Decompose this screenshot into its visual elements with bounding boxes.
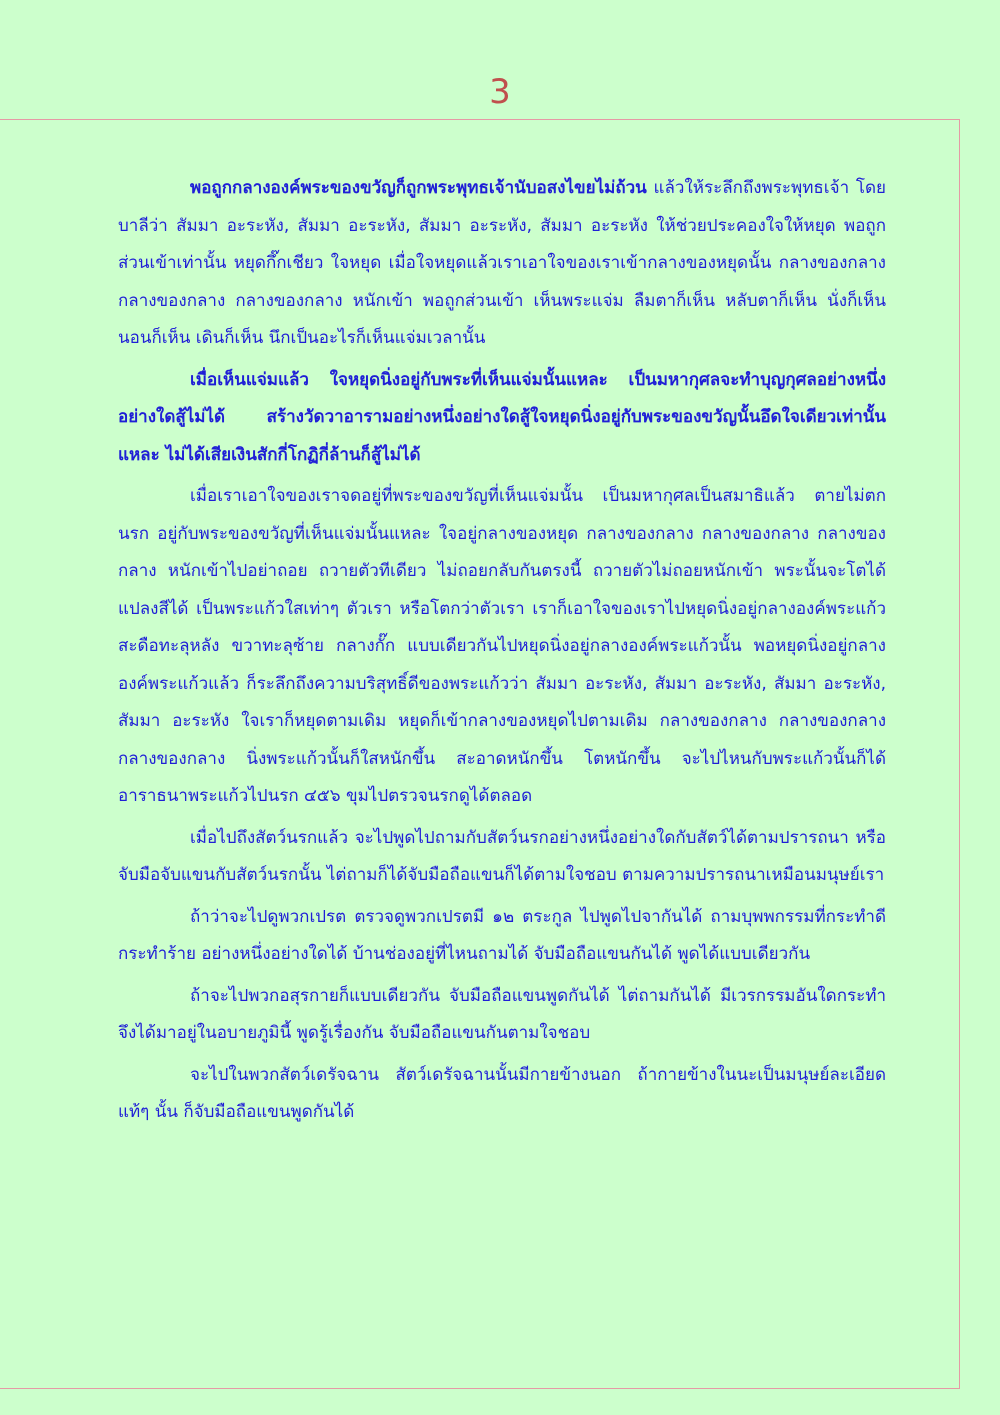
paragraph-6: ถ้าจะไปพวกอสุรกายก็แบบเดียวกัน จับมือถือแขนพูดกันได้ ไต่ถามกันได้ มีเวรกรรมอันใดกระทำจึงได้มาอยู่ในอบายภูมินี้ พูดรู้เรื่องกัน จับมือถือแขนกันตามใจชอบ	[118, 985, 886, 1043]
paragraph-1-bold-lead: พอถูกกลางองค์พระของขวัญก็ถูกพระพุทธเจ้านับอสงไขยไม่ถ้วน	[190, 178, 647, 198]
paragraph-1-text: แล้วให้ระลึกถึงพระพุทธเจ้า โดยบาลีว่า สัมมา อะระหัง, สัมมา อะระหัง, สัมมา อะระหัง, สัมมา อะระหัง ให้ช่วยประคองใจให้หยุด พอถูกส่วนเข้าเท่านั้น หยุดกึ๊กเชียว ใจหยุด เมื่อใจหยุดแล้วเราเอาใจของเราเข้ากลางของหยุดนั้น กลางของกลาง กลางของกลาง กลางของกลาง หนักเข้า พอถูกส่วนเข้า เห็นพระแจ่ม ลืมตาก็เห็น หลับตาก็เห็น นั่งก็เห็น นอนก็เห็น เดินก็เห็น นึกเป็นอะไรก็เห็นแจ่มเวลานั้น	[118, 178, 886, 348]
paragraph-5: ถ้าว่าจะไปดูพวกเปรต ตรวจดูพวกเปรตมี ๑๒ ตระกูล ไปพูดไปจากันได้ ถามบุพพกรรมที่กระทำดี กระทำร้าย อย่างหนึ่งอย่างใดได้ บ้านช่องอยู่ที่ไหนถามได้ จับมือถือแขนกันได้ พูดได้แบบเดียวกัน	[118, 906, 886, 964]
page-number: 3	[489, 72, 511, 112]
document-body	[118, 170, 886, 1136]
paragraph-4: เมื่อไปถึงสัตว์นรกแล้ว จะไปพูดไปถามกับสัตว์นรกอย่างหนึ่งอย่างใดกับสัตว์ได้ตามปรารถนา หรือจับมือจับแขนกับสัตว์นรกนั้น ไต่ถามก็ได้จับมือถือแขนก็ได้ตามใจชอบ ตามความปรารถนาเหมือนมนุษย์เรา	[118, 827, 886, 885]
paragraph-2: เมื่อเห็นแจ่มแล้ว ใจหยุดนิ่งอยู่กับพระที่เห็นแจ่มนั้นแหละ เป็นมหากุศลจะทำบุญกุศลอย่างหนึ่งอย่างใดสู้ไม่ได้ สร้างวัดวาอารามอย่างหนึ่งอย่างใดสู้ใจหยุดนิ่งอยู่กับพระของขวัญนั้นอึดใจเดียวเท่านั้นแหละ ไม่ได้เสียเงินสักกี่โกฏิกี่ล้านก็สู้ไม่ได้	[118, 369, 886, 465]
paragraph-1	[118, 170, 886, 358]
paragraph-7: จะไปในพวกสัตว์เดรัจฉาน สัตว์เดรัจฉานนั้นมีกายข้างนอก ถ้ากายข้างในนะเป็นมนุษย์ละเอียดแท้ๆ นั้น ก็จับมือถือแขนพูดกันได้	[118, 1064, 886, 1122]
paragraph-3: เมื่อเราเอาใจของเราจดอยู่ที่พระของขวัญที่เห็นแจ่มนั้น เป็นมหากุศลเป็นสมาธิแล้ว ตายไม่ตกนรก อยู่กับพระของขวัญที่เห็นแจ่มนั้นแหละ ใจอยู่กลางของหยุด กลางของกลาง กลางของกลาง กลางของกลาง หนักเข้าไปอย่าถอย ถวายตัวทีเดียว ไม่ถอยกลับกันตรงนี้ ถวายตัวไม่ถอยหนักเข้า พระนั้นจะโตได้ แปลงสีได้ เป็นพระแก้วใสเท่าๆ ตัวเรา หรือโตกว่าตัวเรา เราก็เอาใจของเราไปหยุดนิ่งอยู่กลางองค์พระแก้ว สะดือทะลุหลัง ขวาทะลุซ้าย กลางกั๊ก แบบเดียวกันไปหยุดนิ่งอยู่กลางองค์พระแก้วนั้น พอหยุดนิ่งอยู่กลางองค์พระแก้วแล้ว ก็ระลึกถึงความบริสุทธิ์ดีของพระแก้วว่า สัมมา อะระหัง, สัมมา อะระหัง, สัมมา อะระหัง, สัมมา อะระหัง ใจเราก็หยุดตามเดิม หยุดก็เข้ากลางของหยุดไปตามเดิม กลางของกลาง กลางของกลาง กลางของกลาง นิ่งพระแก้วนั้นก็ใสหนักขึ้น สะอาดหนักขึ้น โตหนักขึ้น จะไปไหนกับพระแก้วนั้นก็ได้อาราธนาพระแก้วไปนรก ๔๕๖ ขุมไปตรวจนรกดูได้ตลอด	[118, 486, 886, 806]
